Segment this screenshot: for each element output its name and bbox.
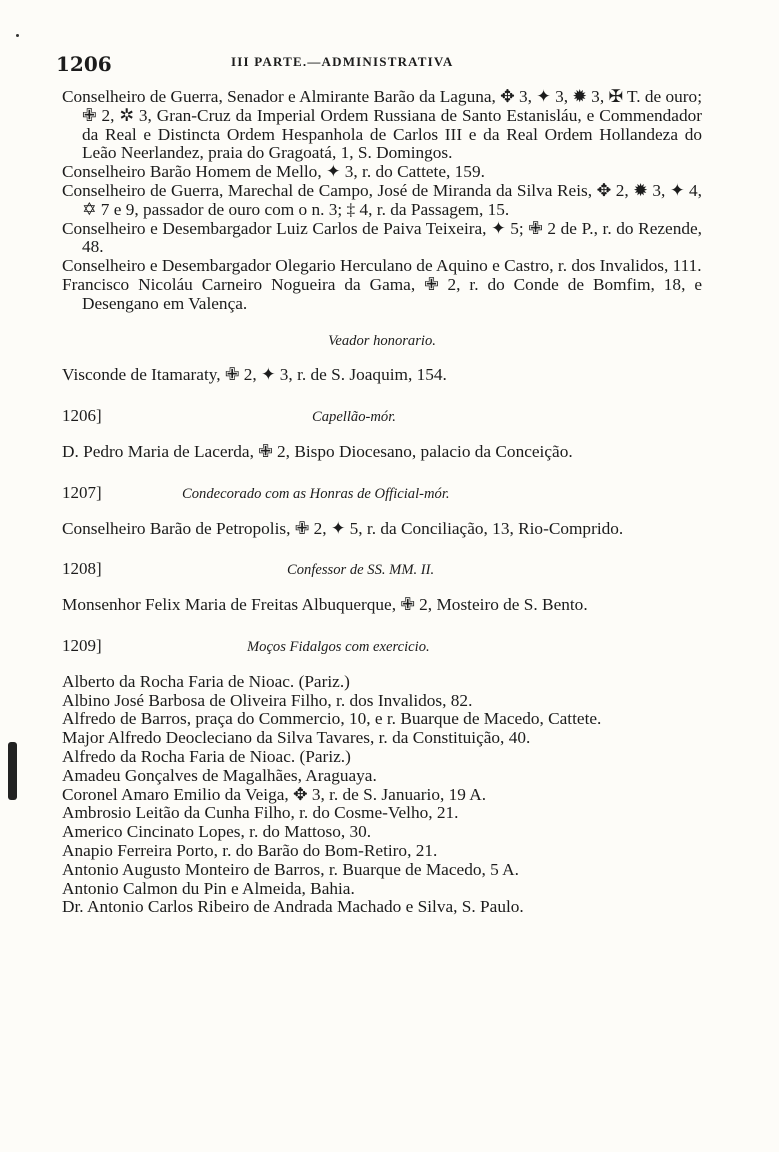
list-item: Amadeu Gonçalves de Magalhães, Araguaya. <box>62 765 377 785</box>
section-title: Confessor de SS. MM. II. <box>287 562 435 579</box>
section-title: Moços Fidalgos com exercicio. <box>247 638 430 655</box>
list-item: Major Alfredo Deocleciano da Silva Tavares, r. da Constituição, 40. <box>62 728 531 748</box>
list-item: Antonio Calmon du Pin e Almeida, Bahia. <box>62 878 355 898</box>
entry-intro-2: Conselheiro de Guerra, Marechal de Campo, José de Miranda da Silva Reis, ✥ 2, ✹ 3, ✦ 4, ✡ 7 e 9, passador de ouro com o n. 3; ‡ 4, r. da Passagem, 15. <box>62 180 702 219</box>
list-item: Albino José Barbosa de Oliveira Filho, r. dos Invalidos, 82. <box>62 690 473 710</box>
section-number: 1208] <box>62 559 102 579</box>
list-item: Alfredo da Rocha Faria de Nioac. (Pariz.) <box>62 746 351 766</box>
list-item: Alberto da Rocha Faria de Nioac. (Pariz.) <box>62 671 350 691</box>
entry-condecorado-0: Conselheiro Barão de Petropolis, ✙ 2, ✦ 5, r. da Conciliação, 13, Rio-Comprido. <box>62 518 624 538</box>
section-number: 1207] <box>62 482 102 502</box>
section-title: Condecorado com as Honras de Official-mór. <box>182 485 450 502</box>
section-number: 1209] <box>62 635 102 655</box>
section-number: 1206] <box>62 406 102 426</box>
list-item: Alfredo de Barros, praça do Commercio, 10, e r. Buarque de Macedo, Cattete. <box>62 709 602 729</box>
entry-capellao-0: D. Pedro Maria de Lacerda, ✙ 2, Bispo Diocesano, palacio da Conceição. <box>62 441 573 461</box>
page-number: 1206 <box>56 52 112 76</box>
entry-confessor-0: Monsenhor Felix Maria de Freitas Albuquerque, ✙ 2, Mosteiro de S. Bento. <box>62 595 588 615</box>
section-heading-mocos-fidalgos <box>62 637 702 657</box>
section-heading-capellao <box>62 407 702 427</box>
page-content <box>62 88 702 917</box>
mocos-fidalgos-list <box>62 673 702 917</box>
entry-veador-0: Visconde de Itamaraty, ✙ 2, ✦ 3, r. de S. Joaquim, 154. <box>62 365 447 385</box>
entry-intro-1: Conselheiro Barão Homem de Mello, ✦ 3, r. do Cattete, 159. <box>62 162 485 182</box>
list-item: Anapio Ferreira Porto, r. do Barão do Bom-Retiro, 21. <box>62 840 438 860</box>
entry-intro-4: Conselheiro e Desembargador Olegario Herculano de Aquino e Castro, r. dos Invalidos, 111. <box>62 256 702 276</box>
list-item: Americo Cincinato Lopes, r. do Mattoso, 30. <box>62 822 372 842</box>
list-item: Coronel Amaro Emilio da Veiga, ✥ 3, r. de S. Januario, 19 A. <box>62 784 487 804</box>
section-heading-condecorado <box>62 484 702 504</box>
page-header <box>56 52 706 76</box>
section-heading-confessor <box>62 560 702 580</box>
entry-intro-3: Conselheiro e Desembargador Luiz Carlos de Paiva Teixeira, ✦ 5; ✙ 2 de P., r. do Rezende, 48. <box>62 218 702 257</box>
entry-intro-5: Francisco Nicoláu Carneiro Nogueira da Gama, ✙ 2, r. do Conde de Bomfim, 18, e Desengano em Valença. <box>62 274 702 313</box>
entry-intro-0: Conselheiro de Guerra, Senador e Almirante Barão da Laguna, ✥ 3, ✦ 3, ✹ 3, ✠ T. de ouro; ✙ 2, ✲ 3, Gran-Cruz da Imperial Ordem Russiana de Santo Estanisláu, e Commendador da Real e Distincta Ordem Hespanhola de Carlos III e da Real Ordem Hollandeza do Leão Neerlandez, praia do Gragoatá, 1, S. Domingos. <box>62 87 702 163</box>
list-item: Ambrosio Leitão da Cunha Filho, r. do Cosme-Velho, 21. <box>62 803 459 823</box>
margin-ink-mark <box>8 742 17 800</box>
ink-speck <box>16 34 19 37</box>
running-head: III PARTE.—ADMINISTRATIVA <box>231 54 454 69</box>
list-item: Dr. Antonio Carlos Ribeiro de Andrada Machado e Silva, S. Paulo. <box>62 897 524 917</box>
section-heading-veador: Veador honorario. <box>328 332 436 349</box>
section-title: Capellão-mór. <box>312 409 396 426</box>
list-item: Antonio Augusto Monteiro de Barros, r. Buarque de Macedo, 5 A. <box>62 859 519 879</box>
